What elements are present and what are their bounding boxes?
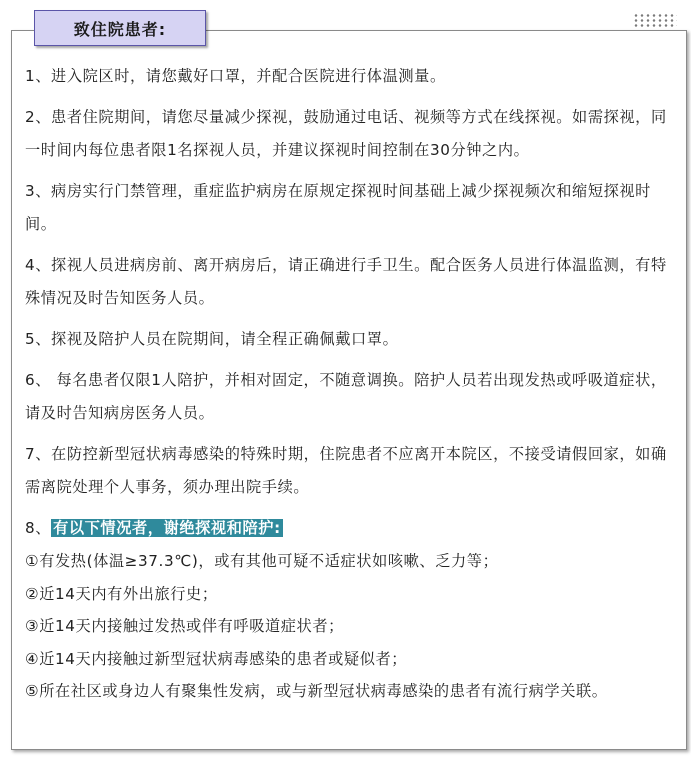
restriction-item-1: ①有发热(体温≥37.3℃)，或有其他可疑不适症状如咳嗽、乏力等；	[25, 552, 499, 570]
restriction-item-3: ③近14天内接触过发热或伴有呼吸道症状者；	[25, 617, 344, 635]
decorative-dots	[633, 13, 677, 27]
item-8-number: 8、	[25, 519, 52, 537]
title-tab	[34, 10, 206, 46]
restriction-item-4: ④近14天内接触过新型冠状病毒感染的患者或疑似者；	[25, 649, 408, 668]
restriction-item-5: ⑤所在社区或身边人有聚集性发病，或与新型冠状病毒感染的患者有流行病学关联。	[25, 682, 608, 700]
notice-item-3: 3、病房实行门禁管理，重症监护病房在原规定探视时间基础上减少探视频次和缩短探视时间。	[25, 182, 651, 233]
notice-item-6: 6、 每名患者仅限1人陪护，并相对固定，不随意调换。陪护人员若出现发热或呼吸道症状，请及时告知病房医务人员。	[25, 371, 667, 422]
notice-item-5: 5、探视及陪护人员在院期间，请全程正确佩戴口罩。	[25, 330, 399, 348]
restriction-item-2: ②近14天内有外出旅行史；	[25, 584, 218, 603]
notice-title: 致住院患者:	[73, 19, 167, 39]
notice-item-7: 7、在防控新型冠状病毒感染的特殊时期，住院患者不应离开本院区，不接受请假回家，如确需离院处理个人事务，须办理出院手续。	[25, 445, 667, 496]
notice-item-2: 2、患者住院期间，请您尽量减少探视，鼓励通过电话、视频等方式在线探视。如需探视，同一时间内每位患者限1名探视人员，并建议探视时间控制在30分钟之内。	[25, 108, 667, 159]
notice-content	[25, 60, 675, 708]
notice-item-1: 1、进入院区时，请您戴好口罩，并配合医院进行体温测量。	[25, 67, 446, 85]
notice-item-4: 4、探视人员进病房前、离开病房后，请正确进行手卫生。配合医务人员进行体温监测，有特殊情况及时告知医务人员。	[25, 256, 667, 307]
notice-item-8	[25, 512, 675, 545]
item-8-heading: 有以下情况者，谢绝探视和陪护:	[53, 519, 281, 537]
